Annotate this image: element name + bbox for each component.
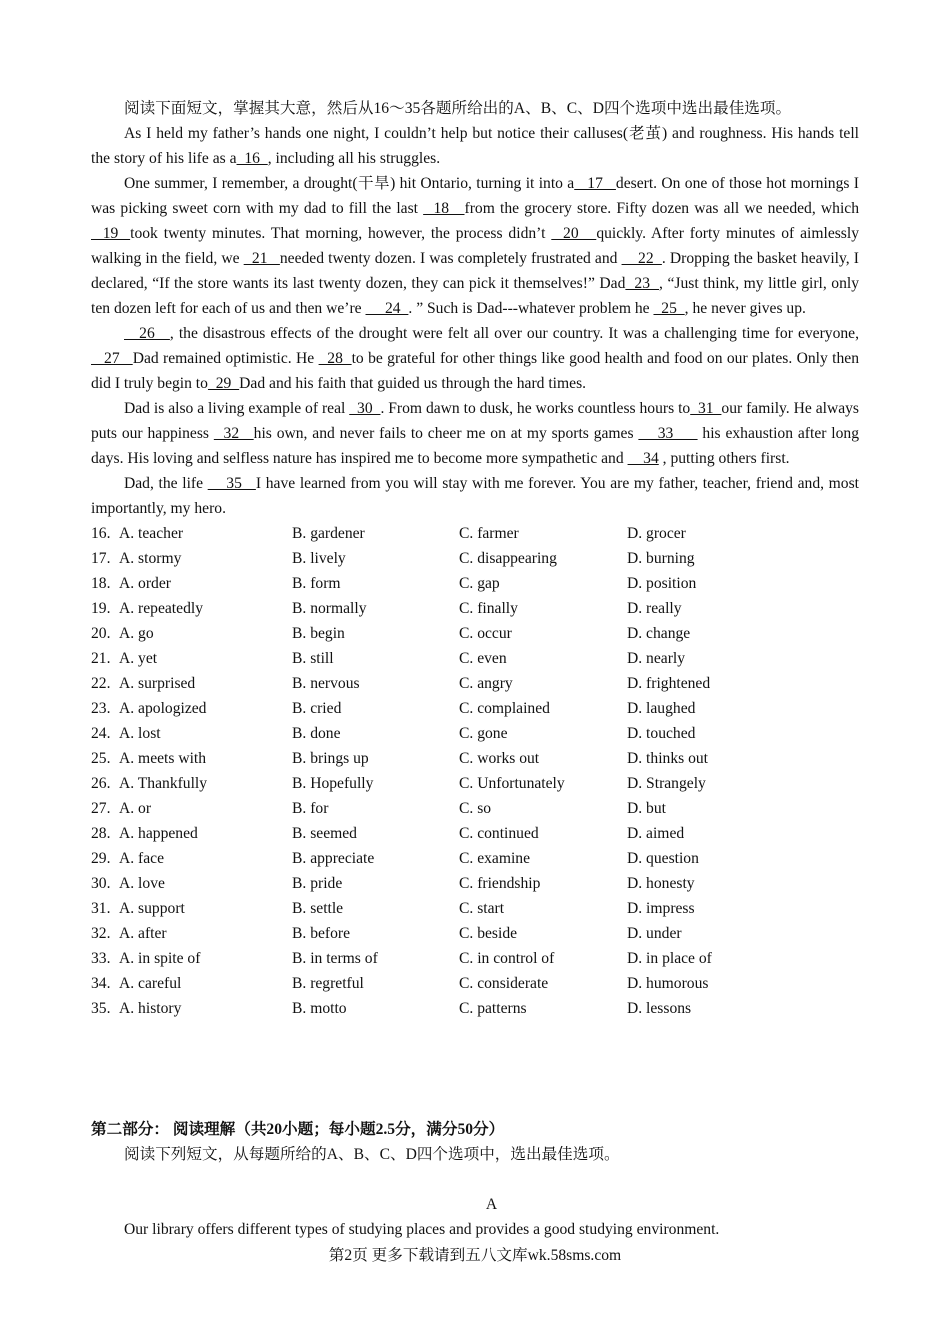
question-number: 32. [91,925,111,942]
paragraph-text: , the disastrous effects of the drought were felt all over our country. It was a challenging time for everyone, [169,325,860,342]
option-d: D. grocer [627,525,686,542]
option-b: B. in terms of [292,950,378,967]
option-a: A. after [119,925,167,942]
question-number: 21. [91,650,111,667]
blank-21: 21 [243,250,280,267]
question-row [91,921,859,946]
option-d: D. laughed [627,700,696,717]
question-row [91,546,859,571]
blank-23: 23 [625,275,660,292]
paragraph-text: quickly. After forty minutes of aimlessly walking in the field, we [91,225,860,267]
option-d: D. in place of [627,950,712,967]
question-row [91,971,859,996]
question-number: 30. [91,875,111,892]
option-c: C. beside [459,925,518,942]
question-number: 34. [91,975,111,992]
question-row [91,646,859,671]
option-c: C. friendship [459,875,541,892]
paragraph-text: his own, and never fails to cheer me on at my sports games [253,425,639,442]
passage-paragraph [91,471,859,521]
option-b: B. Hopefully [292,775,374,792]
options-list [91,521,859,1021]
paragraph-text: needed twenty dozen. I was completely frustrated and [279,250,622,267]
question-row [91,696,859,721]
option-b: B. cried [292,700,342,717]
option-a: A. face [119,850,165,867]
paragraph-text: I have learned from you will stay with me forever. You are my father, teacher, friend and, most importantly, my hero. [91,475,859,517]
option-b: B. begin [292,625,345,642]
option-a: A. support [119,900,185,917]
question-number: 19. [91,600,111,617]
option-b: B. seemed [292,825,357,842]
paragraph-text: , including all his struggles. [267,150,441,167]
paragraph-text: to be grateful for other things like good health and food on our plates. Only then did I truly begin to [91,350,860,392]
passage-paragraph [91,396,859,471]
paragraph-text: our family. He always puts our happiness [91,400,859,442]
option-c: C. examine [459,850,531,867]
option-b: B. brings up [292,750,369,767]
option-d: D. question [627,850,699,867]
blank-24: 24 [365,300,409,317]
paragraph-text: . ” Such is Dad---whatever problem he [408,300,654,317]
question-row [91,821,859,846]
option-a: A. in spite of [119,950,201,967]
blank-27: 27 [91,350,133,367]
paragraph-text: . Dropping the basket heavily, I declared, “If the store wants its last twenty dozen, they can pick it themselves!” Dad [91,250,859,292]
option-c: C. patterns [459,1000,527,1017]
blank-30: 30 [349,400,381,417]
question-row [91,871,859,896]
question-number: 35. [91,1000,111,1017]
option-b: B. for [292,800,329,817]
option-a: A. history [119,1000,182,1017]
option-c: C. even [459,650,507,667]
option-d: D. lessons [627,1000,692,1017]
option-c: C. continued [459,825,539,842]
option-b: B. form [292,575,341,592]
option-d: D. change [627,625,691,642]
option-b: B. still [292,650,334,667]
question-number: 18. [91,575,111,592]
blank-19: 19 [91,225,131,242]
question-row [91,571,859,596]
option-a: A. meets with [119,750,207,767]
paragraph-text: Dad remained optimistic. He [132,350,319,367]
blank-29: 29 [207,375,240,392]
cloze-instruction: 阅读下面短文，掌握其大意，然后从16～35各题所给出的A、B、C、D四个选项中选出最佳选项。 [124,100,792,117]
option-c: C. in control of [459,950,555,967]
option-d: D. nearly [627,650,686,667]
passage-paragraph [91,171,859,321]
option-d: D. aimed [627,825,685,842]
blank-26: 26 [124,325,170,342]
question-number: 27. [91,800,111,817]
question-row [91,746,859,771]
section2-heading: 第二部分： 阅读理解（共20小题；每小题2.5分，满分50分） [91,1121,505,1138]
option-a: A. yet [119,650,158,667]
option-b: B. lively [292,550,346,567]
question-number: 28. [91,825,111,842]
blank-17: 17 [574,175,616,192]
option-b: B. normally [292,600,367,617]
question-row [91,796,859,821]
option-a: A. go [119,625,154,642]
option-a: A. order [119,575,171,592]
question-number: 22. [91,675,111,692]
option-b: B. nervous [292,675,360,692]
option-a: A. stormy [119,550,182,567]
option-c: C. complained [459,700,550,717]
option-d: D. really [627,600,682,617]
option-c: C. occur [459,625,512,642]
paragraph-text: Dad and his faith that guided us through the hard times. [239,375,587,392]
blank-16: 16 [236,150,268,167]
paragraph-text: from the grocery store. Fifty dozen was all we needed, which [464,200,859,217]
question-row [91,996,859,1021]
paragraph-text: , putting others first. [658,450,790,467]
section2-instruction: 阅读下列短文，从每题所给的A、B、C、D四个选项中，选出最佳选项。 [124,1146,620,1163]
option-a: A. surprised [119,675,196,692]
question-row [91,596,859,621]
option-d: D. position [627,575,697,592]
question-row [91,896,859,921]
option-d: D. burning [627,550,695,567]
question-row [91,771,859,796]
option-b: B. appreciate [292,850,375,867]
paragraph-text: took twenty minutes. That morning, however, the process didn’t [130,225,552,242]
question-row [91,621,859,646]
option-c: C. angry [459,675,513,692]
question-number: 23. [91,700,111,717]
blank-33: 33 [638,425,698,442]
blank-32: 32 [213,425,254,442]
option-d: D. humorous [627,975,709,992]
option-b: B. motto [292,1000,347,1017]
option-b: B. before [292,925,351,942]
page-footer: 第2页 更多下载请到五八文库wk.58sms.com [328,1247,622,1264]
question-number: 24. [91,725,111,742]
paragraph-text: desert. On one of those hot mornings I was picking sweet corn with my dad to fill the last [91,175,859,217]
passage-paragraph [91,121,859,171]
option-a: A. apologized [119,700,207,717]
paragraph-text: Dad, the life [124,475,208,492]
option-c: C. works out [459,750,540,767]
option-d: D. Strangely [627,775,706,792]
paragraph-text: , “Just think, my little girl, only ten dozen left for each of us and then we’re [91,275,859,317]
passage-paragraph [91,321,859,396]
paragraph-text: Dad is also a living example of real [124,400,350,417]
blank-20: 20 [551,225,597,242]
blank-35: 35 [207,475,256,492]
option-d: D. impress [627,900,695,917]
question-number: 25. [91,750,111,767]
passage-label: A [485,1196,498,1213]
option-d: D. thinks out [627,750,709,767]
paragraph-text: his exhaustion after long days. His loving and selfless nature has inspired me to become more sympathetic and [91,425,859,467]
option-a: A. teacher [119,525,184,542]
option-c: C. farmer [459,525,519,542]
question-row [91,946,859,971]
option-c: C. disappearing [459,550,557,567]
option-c: C. start [459,900,505,917]
question-number: 26. [91,775,111,792]
option-c: C. gap [459,575,500,592]
option-b: B. regretful [292,975,364,992]
question-row [91,521,859,546]
cloze-passage [91,121,859,521]
option-d: D. under [627,925,682,942]
option-a: A. careful [119,975,182,992]
blank-28: 28 [318,350,352,367]
passage-first-sentence: Our library offers different types of studying places and provides a good studying environment. [124,1221,720,1238]
option-d: D. touched [627,725,696,742]
option-b: B. done [292,725,341,742]
option-b: B. gardener [292,525,365,542]
question-row [91,671,859,696]
option-d: D. frightened [627,675,711,692]
option-a: A. lost [119,725,161,742]
option-c: C. finally [459,600,518,617]
option-c: C. so [459,800,492,817]
paragraph-text: One summer, I remember, a drought(干旱) hit Ontario, turning it into a [124,175,575,192]
blank-34: 34 [627,450,659,467]
option-a: A. repeatedly [119,600,203,617]
paragraph-text: As I held my father’s hands one night, I couldn’t help but notice their calluses(老茧) and roughness. His hands tell the story of his life as a [91,125,859,167]
option-c: C. Unfortunately [459,775,565,792]
option-a: A. love [119,875,165,892]
option-a: A. happened [119,825,198,842]
question-number: 31. [91,900,111,917]
question-number: 29. [91,850,111,867]
paragraph-text: , he never gives up. [684,300,806,317]
option-b: B. settle [292,900,344,917]
cloze-section [91,96,859,1021]
question-number: 16. [91,525,111,542]
option-b: B. pride [292,875,343,892]
option-a: A. or [119,800,152,817]
option-d: D. honesty [627,875,695,892]
blank-31: 31 [690,400,722,417]
question-number: 20. [91,625,111,642]
option-c: C. considerate [459,975,549,992]
blank-18: 18 [423,200,465,217]
option-d: D. but [627,800,666,817]
paragraph-text: . From dawn to dusk, he works countless hours to [380,400,691,417]
question-number: 33. [91,950,111,967]
question-row [91,721,859,746]
option-c: C. gone [459,725,508,742]
question-number: 17. [91,550,111,567]
option-a: A. Thankfully [119,775,208,792]
blank-22: 22 [621,250,662,267]
blank-25: 25 [653,300,685,317]
question-row [91,846,859,871]
